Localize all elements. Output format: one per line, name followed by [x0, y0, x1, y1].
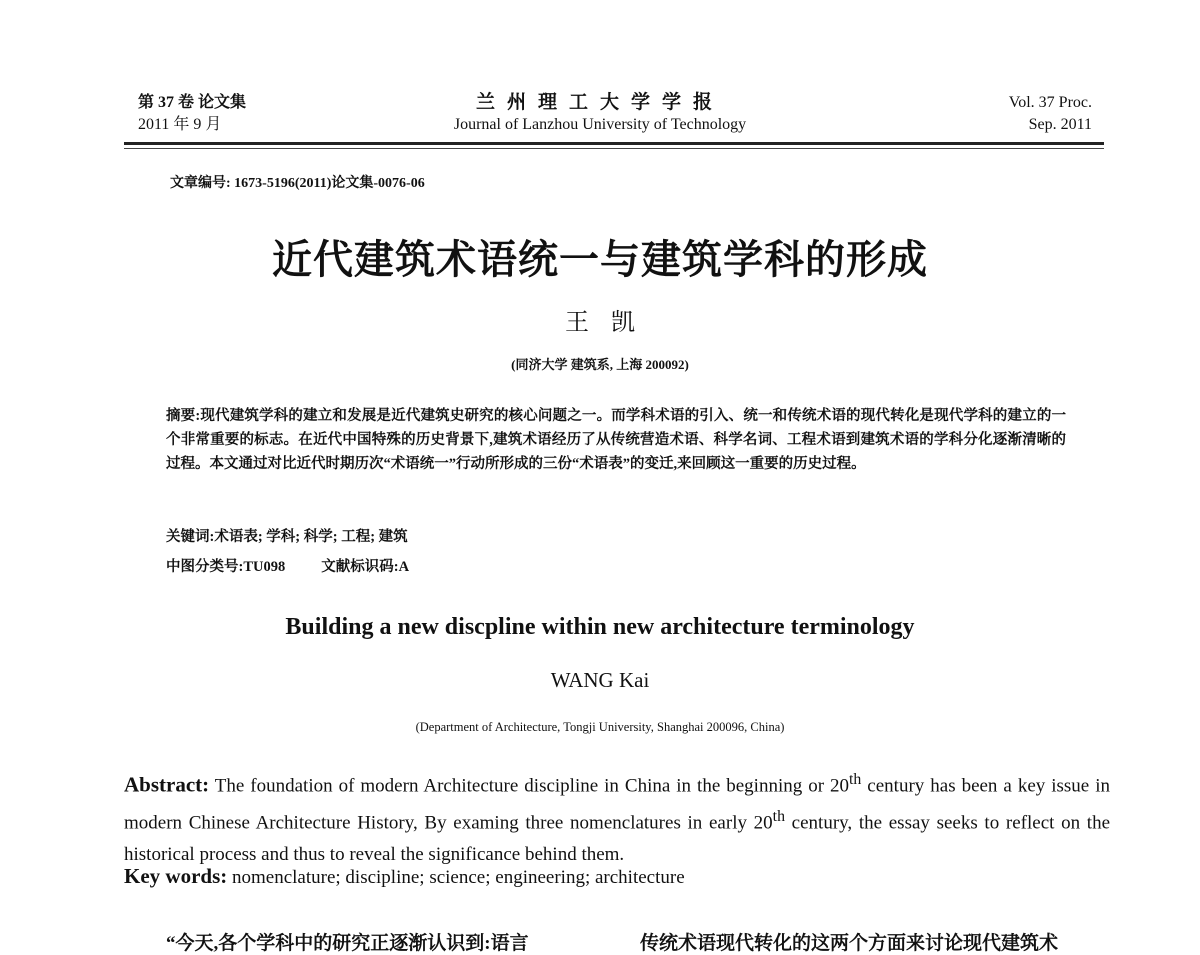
keywords-cn — [166, 525, 408, 546]
header-rule-thin — [124, 148, 1104, 149]
body-column-left: “今天,各个学科中的研究正逐渐认识到:语言 — [166, 933, 529, 954]
abstract-en — [124, 764, 1110, 870]
superscript-th: th — [772, 808, 785, 826]
doc-code-label: 文献标识码: — [321, 559, 399, 575]
clc-label: 中图分类号: — [166, 559, 244, 575]
keywords-cn-label: 关键词: — [166, 529, 215, 545]
author-cn: 王凯 — [565, 310, 657, 336]
keywords-cn-text: 术语表; 学科; 科学; 工程; 建筑 — [214, 529, 408, 545]
affiliation-en: (Department of Architecture, Tongji University, Shanghai 200096, China) — [415, 720, 785, 734]
classification-line — [166, 555, 409, 576]
abstract-en-part3: century, the essay seeks to reflect on the historical process and thus to reveal the significance behind them. — [124, 812, 1111, 865]
abstract-en-label: Abstract: — [124, 772, 210, 797]
paper-title-cn: 近代建筑术语统一与建筑学科的形成 — [272, 237, 928, 282]
abstract-cn-label: 摘要: — [166, 408, 201, 424]
journal-name-en: Journal of Lanzhou University of Technology — [453, 116, 747, 133]
header-rule-thick — [124, 142, 1104, 145]
article-number: 文章编号: 1673-5196(2011)论文集-0076-06 — [170, 176, 425, 191]
keywords-en-text: nomenclature; discipline; science; engineering; architecture — [227, 867, 685, 888]
doc-code-value: A — [398, 559, 410, 575]
author-en: WANG Kai — [550, 668, 650, 692]
keywords-en-label: Key words: — [124, 864, 228, 888]
paper-title-en: Building a new discpline within new architecture terminology — [285, 614, 915, 640]
abstract-en-part2: century has been a key issue in modern Chinese Architecture History, By examing three nomenclatures in early 20 — [124, 775, 1111, 834]
superscript-th: th — [849, 771, 862, 788]
abstract-cn-text: 现代建筑学科的建立和发展是近代建筑史研究的核心问题之一。而学科术语的引入、统一和传统术语的现代转化是现代学科的建立的一个非常重要的标志。在近代中国特殊的历史背景下,建筑术语经历了从传统营造术语、科学名词、工程术语到建筑术语的学科分化逐渐清晰的过程。本文通过对比近代时期历次“术语统一”行动所形成的三份“术语表”的变迁,来回顾这一重要的历史过程。 — [166, 408, 1066, 472]
affiliation-cn: (同济大学 建筑系, 上海 200092) — [511, 357, 689, 372]
volume-label-en: Vol. 37 Proc. — [1008, 94, 1092, 111]
abstract-cn — [166, 404, 1066, 476]
journal-volume-info-en — [1009, 92, 1092, 136]
clc-value: TU098 — [243, 559, 286, 575]
abstract-en-part1: The foundation of modern Architecture discipline in China in the beginning or 20 — [209, 775, 850, 797]
volume-label: 第 37 卷 论文集 — [138, 94, 247, 111]
issue-date-cn: 2011 年 9 月 — [138, 116, 222, 133]
issue-date-en: Sep. 2011 — [1028, 116, 1092, 133]
body-column-right: 传统术语现代转化的这两个方面来讨论现代建筑术 — [640, 933, 1059, 954]
keywords-en — [124, 864, 685, 889]
journal-name-cn: 兰州理工大学学报 — [475, 92, 724, 113]
